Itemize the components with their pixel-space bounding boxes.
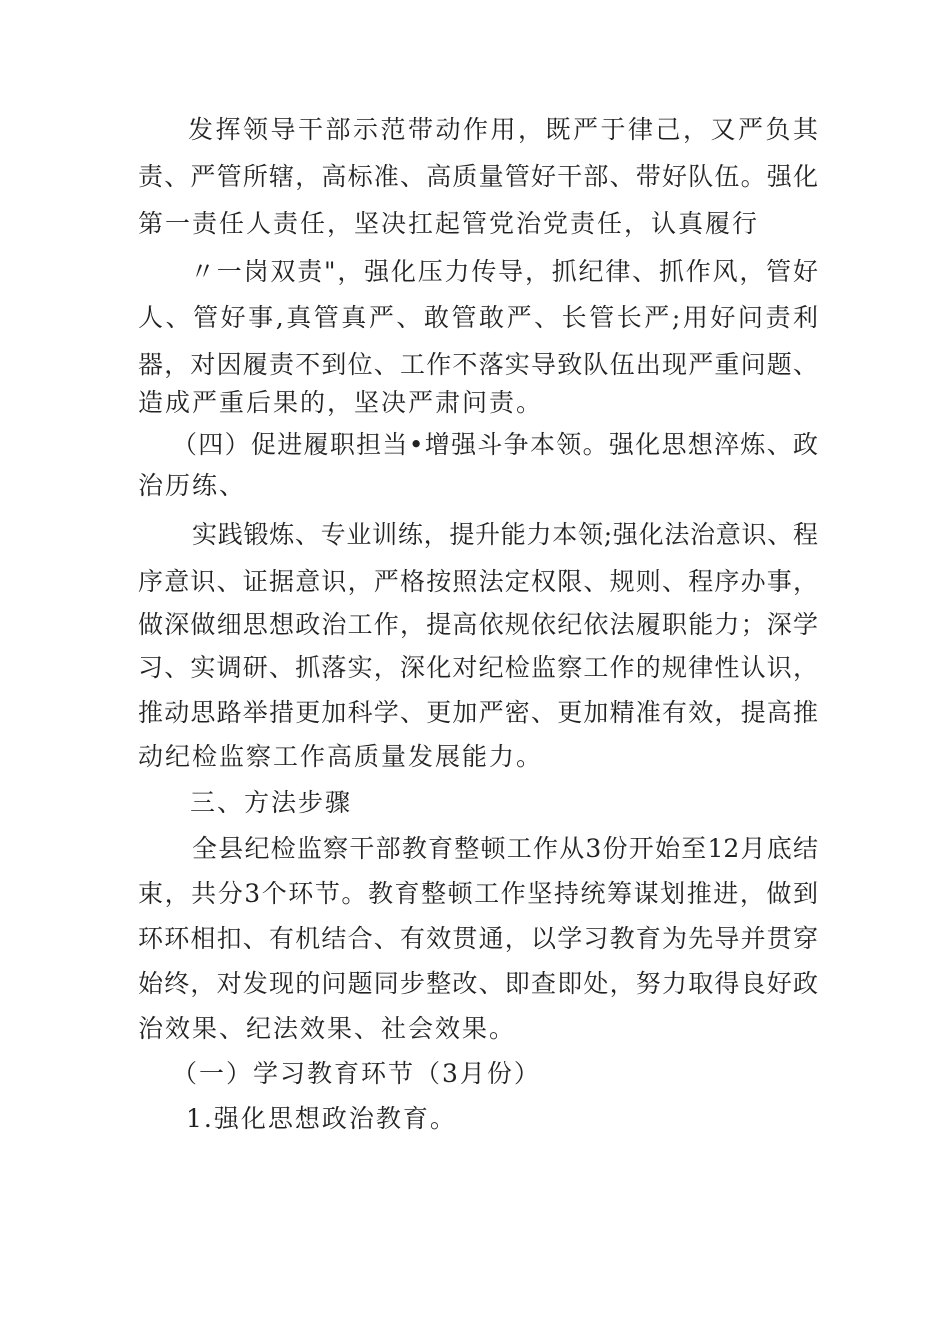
paragraph-line: 实践锻炼、专业训练，提升能力本领;强化法治意识、程 bbox=[192, 520, 818, 549]
paragraph-line: 人、管好事,真管真严、敢管敢严、长管长严;用好问责利 bbox=[138, 303, 818, 332]
paragraph-line: 器，对因履责不到位、工作不落实导致队伍出现严重问题、 bbox=[138, 350, 818, 379]
paragraph-line: 束，共分3个环节。教育整顿工作坚持统筹谋划推进，做到 bbox=[138, 879, 818, 908]
section-heading-4: （四）促进履职担当•增强斗争本领。强化思想淬炼、政 bbox=[172, 430, 818, 459]
paragraph-line: 习、实调研、抓落实，深化对纪检监察工作的规律性认识， bbox=[138, 653, 818, 682]
paragraph-line: 治历练、 bbox=[138, 471, 247, 500]
paragraph-line: 序意识、证据意识，严格按照法定权限、规则、程序办事， bbox=[138, 567, 818, 596]
paragraph-line: 发挥领导干部示范带动作用，既严于律己，又严负其 bbox=[188, 115, 818, 144]
paragraph-line: 〃一岗双责"，强化压力传导，抓纪律、抓作风，管好 bbox=[190, 257, 818, 286]
section-heading-3: 三、方法步骤 bbox=[190, 788, 353, 817]
paragraph-line: 推动思路举措更加科学、更加严密、更加精准有效，提高推 bbox=[138, 698, 818, 727]
paragraph-line: 造成严重后果的，坚决严肃问责。 bbox=[138, 388, 544, 417]
paragraph-line: 责、严管所辖，高标准、高质量管好干部、带好队伍。强化 bbox=[138, 162, 818, 191]
paragraph-line: 动纪检监察工作高质量发展能力。 bbox=[138, 742, 544, 771]
numbered-item-1: 1.强化思想政治教育。 bbox=[186, 1104, 457, 1133]
paragraph-line: 治效果、纪法效果、社会效果。 bbox=[138, 1014, 517, 1043]
subsection-heading-1: （一）学习教育环节（3月份） bbox=[172, 1059, 541, 1088]
paragraph-line: 环环相扣、有机结合、有效贯通，以学习教育为先导并贯穿 bbox=[138, 924, 818, 953]
paragraph-line: 做深做细思想政治工作，提高依规依纪依法履职能力；深学 bbox=[138, 610, 818, 639]
paragraph-line: 全县纪检监察干部教育整顿工作从3份开始至12月底结 bbox=[192, 834, 818, 863]
paragraph-line: 第一责任人责任，坚决扛起管党治党责任，认真履行 bbox=[138, 209, 760, 238]
paragraph-line: 始终，对发现的问题同步整改、即查即处，努力取得良好政 bbox=[138, 969, 818, 998]
